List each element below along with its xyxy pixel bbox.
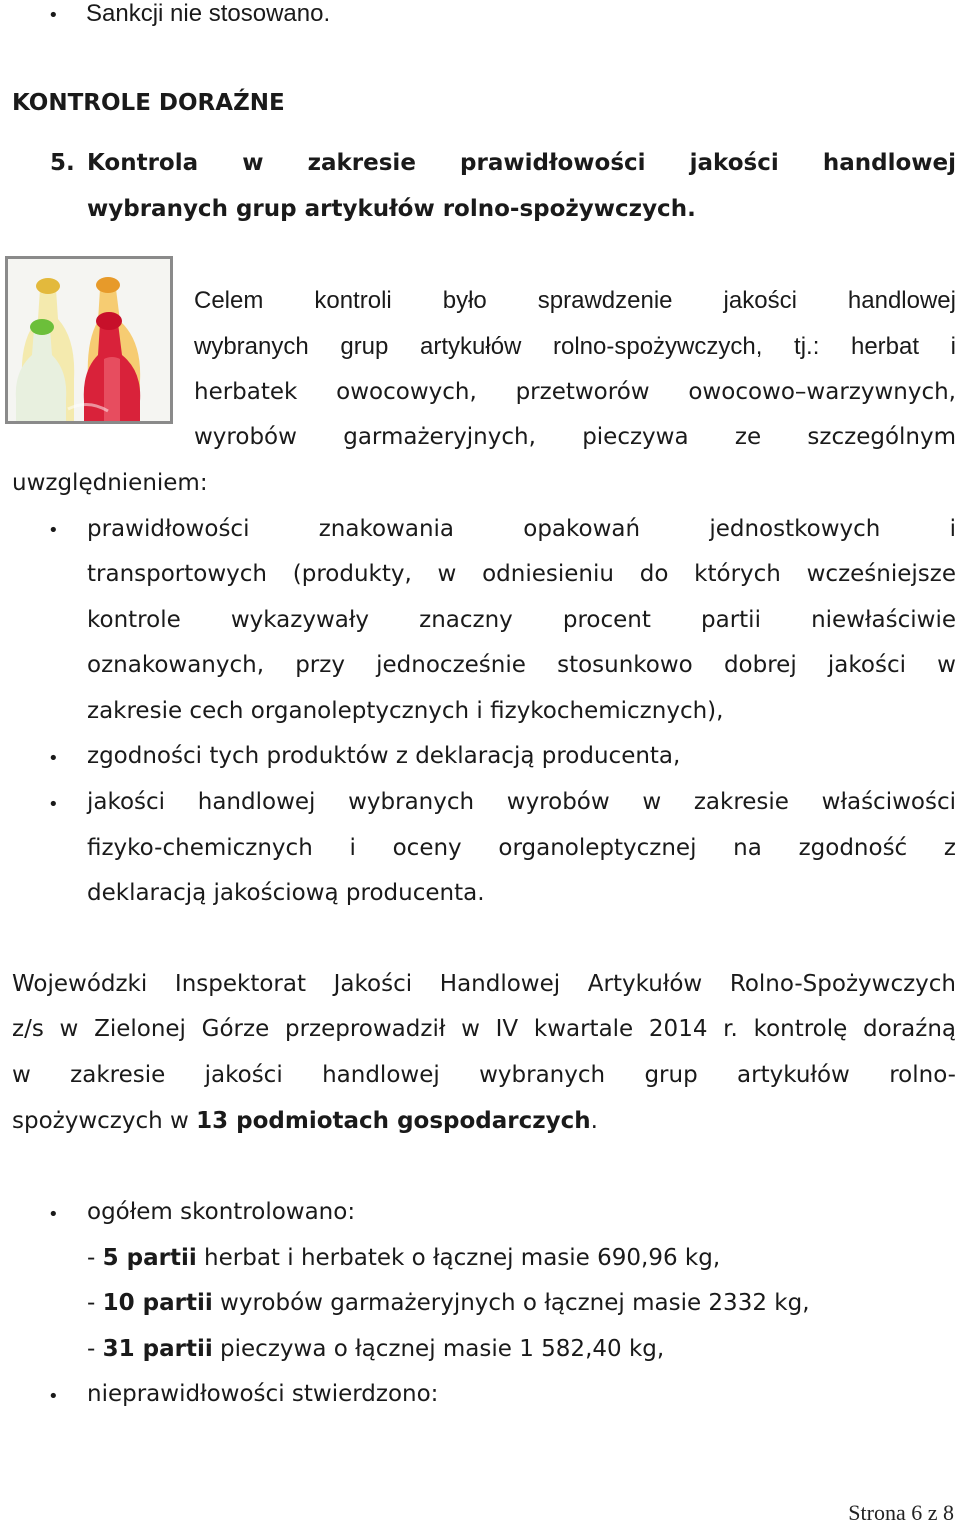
- bullet-icon: •: [48, 520, 59, 541]
- paragraph-line4-text: spożywczych w: [12, 1108, 197, 1134]
- paragraph-line4: [12, 1108, 598, 1134]
- bullet-icon: •: [48, 1204, 59, 1225]
- top-bullet-text: Sankcji nie stosowano.: [86, 0, 331, 27]
- purpose-line2: wybranych grup artykułów rolno-spożywczych, tj.: herbat i: [194, 333, 956, 360]
- summary-row: [87, 1290, 810, 1316]
- dash: -: [87, 1245, 103, 1271]
- bottles-photo: [5, 256, 173, 424]
- scope-item1-line3: kontrole wykazywały znaczny procent partii niewłaściwie: [87, 607, 956, 633]
- dash: -: [87, 1336, 103, 1362]
- purpose-line4: wyrobów garmażeryjnych, pieczywa ze szczególnym: [194, 424, 956, 450]
- row-text: wyrobów garmażeryjnych o łącznej masie 2332 kg,: [212, 1290, 810, 1316]
- scope-item3-line1: jakości handlowej wybranych wyrobów w zakresie właściwości: [87, 789, 956, 815]
- item-heading-line2: wybranych grup artykułów rolno-spożywczych.: [87, 196, 696, 222]
- paragraph-line2: z/s w Zielonej Górze przeprowadził w IV kwartale 2014 r. kontrolę doraźną: [12, 1016, 956, 1042]
- lot-count: 10 partii: [102, 1290, 213, 1316]
- scope-item1-line4: oznakowanych, przy jednocześnie stosunkowo dobrej jakości w: [87, 652, 956, 678]
- purpose-line3: herbatek owocowych, przetworów owocowo–warzywnych,: [194, 379, 956, 405]
- item-heading-line1: Kontrola w zakresie prawidłowości jakości handlowej: [87, 150, 956, 176]
- purpose-line5: uwzględnieniem:: [12, 470, 208, 496]
- scope-item2-line1: zgodności tych produktów z deklaracją producenta,: [87, 743, 681, 769]
- bullet-icon: •: [48, 1386, 59, 1407]
- paragraph-line3: w zakresie jakości handlowej wybranych grup artykułów rolno-: [12, 1062, 956, 1088]
- scope-item3-line2: fizyko-chemicznych i oceny organoleptycznej na zgodność z: [87, 835, 956, 861]
- bullet-icon: •: [48, 5, 59, 26]
- page-number: Strona 6 z 8: [848, 1500, 954, 1525]
- entities-count: 13 podmiotach gospodarczych: [196, 1108, 591, 1134]
- item-number: 5.: [50, 150, 75, 176]
- bullet-icon: •: [48, 748, 59, 769]
- purpose-line1: Celem kontroli było sprawdzenie jakości handlowej: [194, 287, 956, 314]
- lot-count: 5 partii: [102, 1245, 197, 1271]
- paragraph-line1: Wojewódzki Inspektorat Jakości Handlowej Artykułów Rolno-Spożywczych: [12, 971, 956, 997]
- summary-row: [87, 1245, 720, 1271]
- section-title: KONTROLE DORAŹNE: [12, 90, 285, 116]
- scope-item1-line2: transportowych (produkty, w odniesieniu do których wcześniejsze: [87, 561, 956, 587]
- scope-item3-line3: deklaracją jakościową producenta.: [87, 880, 485, 906]
- irregularities-label: nieprawidłowości stwierdzono:: [87, 1381, 439, 1407]
- row-text: pieczywa o łącznej masie 1 582,40 kg,: [212, 1336, 665, 1362]
- summary-row: [87, 1336, 664, 1362]
- scope-item1-line1: prawidłowości znakowania opakowań jednostkowych i: [87, 516, 956, 542]
- paragraph-line4-end: .: [590, 1108, 598, 1134]
- scope-item1-line5: zakresie cech organoleptycznych i fizykochemicznych),: [87, 698, 724, 724]
- dash: -: [87, 1290, 103, 1316]
- lot-count: 31 partii: [102, 1336, 213, 1362]
- summary-label: ogółem skontrolowano:: [87, 1199, 356, 1225]
- row-text: herbat i herbatek o łącznej masie 690,96 kg,: [196, 1245, 721, 1271]
- bottles-icon: [8, 259, 170, 421]
- bullet-icon: •: [48, 794, 59, 815]
